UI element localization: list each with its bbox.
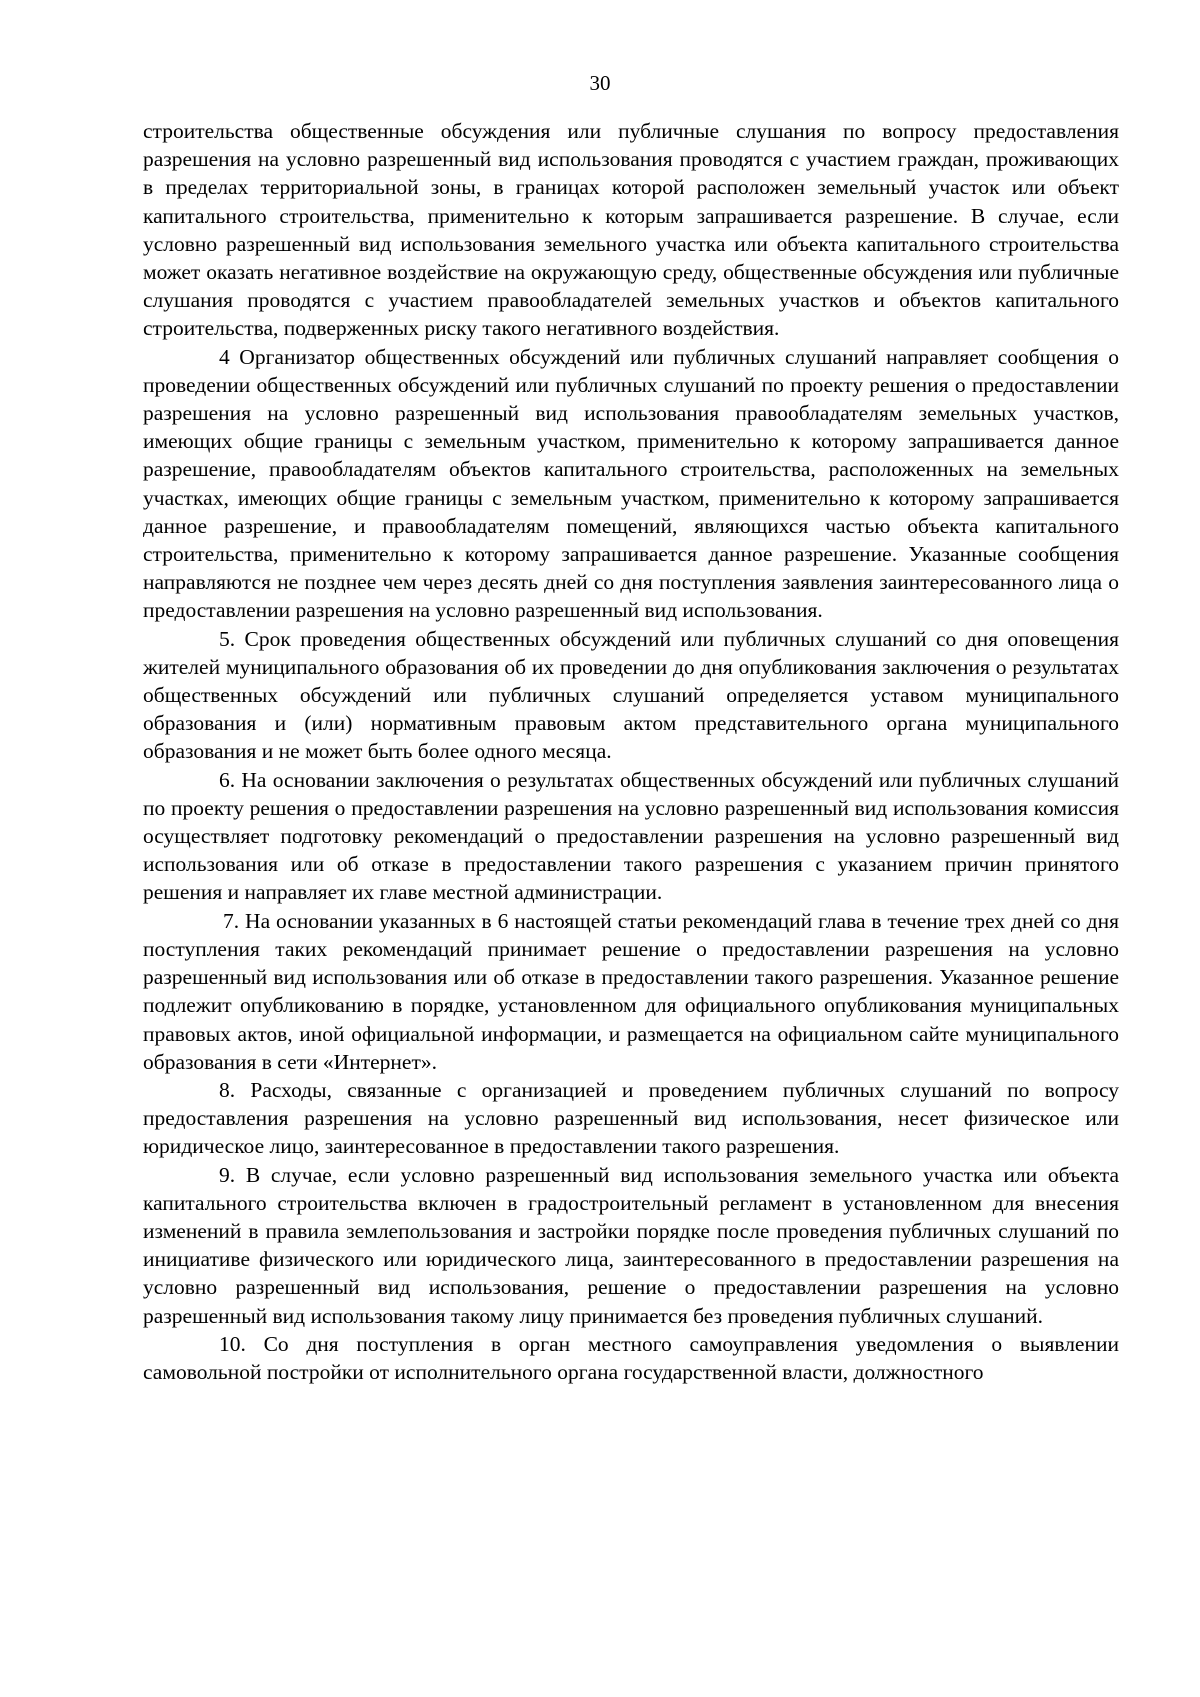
paragraph-7: 7. На основании указанных в 6 настоящей статьи рекомендаций глава в течение трех дней со дня поступления таких рекомендаций принимает решение о предоставлении разрешения на условно разрешенный вид использования или об отказе в предоставлении такого разрешения. Указанное решение подлежит опубликованию в порядке, установленном для официального опубликования муниципальных правовых актов, иной официальной информации, и размещается на официальном сайте муниципального образования в сети «Интернет». xyxy=(143,908,1119,1074)
paragraph-10: 10. Со дня поступления в орган местного самоуправления уведомления о выявлении самовольной постройки от исполнительного органа государственной власти, должностного xyxy=(143,1331,1119,1384)
page-number: 30 xyxy=(589,71,611,95)
paragraph-4: 4 Организатор общественных обсуждений или публичных слушаний направляет сообщения о проведении общественных обсуждений или публичных слушаний по проекту решения о предоставлении разрешения на условно разрешенный вид использования правообладателям земельных участков, имеющих общие границы с земельным участком, применительно к которому запрашивается данное разрешение, правообладателям объектов капитального строительства, расположенных на земельных участках, имеющих общие границы с земельным участком, применительно к которому запрашивается данное разрешение, и правообладателям помещений, являющихся частью объекта капитального строительства, применительно к которому запрашивается данное разрешение. Указанные сообщения направляются не позднее чем через десять дней со дня поступления заявления заинтересованного лица о предоставлении разрешения на условно разрешенный вид использования. xyxy=(143,344,1119,623)
document-body xyxy=(143,117,1119,1386)
paragraph-5: 5. Срок проведения общественных обсуждений или публичных слушаний со дня оповещения жителей муниципального образования об их проведении до дня опубликования заключения о результатах общественных обсуждений или публичных слушаний определяется уставом муниципального образования и (или) нормативным правовым актом представительного органа муниципального образования и не может быть более одного месяца. xyxy=(143,626,1119,764)
paragraph-9: 9. В случае, если условно разрешенный вид использования земельного участка или объекта капитального строительства включен в градостроительный регламент в установленном для внесения изменений в правила землепользования и застройки порядке после проведения публичных слушаний по инициативе физического или юридического лица, заинтересованного в предоставлении разрешения на условно разрешенный вид использования, решение о предоставлении разрешения на условно разрешенный вид использования такому лицу принимается без проведения публичных слушаний. xyxy=(143,1162,1119,1328)
paragraph-8: 8. Расходы, связанные с организацией и проведением публичных слушаний по вопросу предоставления разрешения на условно разрешенный вид использования, несет физическое или юридическое лицо, заинтересованное в предоставлении такого разрешения. xyxy=(143,1077,1119,1159)
paragraph-6: 6. На основании заключения о результатах общественных обсуждений или публичных слушаний по проекту решения о предоставлении разрешения на условно разрешенный вид использования комиссия осуществляет подготовку рекомендаций о предоставлении разрешения на условно разрешенный вид использования или об отказе в предоставлении такого разрешения с указанием причин принятого решения и направляет их главе местной администрации. xyxy=(143,767,1119,905)
paragraph-continuation: строительства общественные обсуждения или публичные слушания по вопросу предоставления разрешения на условно разрешенный вид использования проводятся с участием граждан, проживающих в пределах территориальной зоны, в границах которой расположен земельный участок или объект капитального строительства, применительно к которым запрашивается разрешение. В случае, если условно разрешенный вид использования земельного участка или объекта капитального строительства может оказать негативное воздействие на окружающую среду, общественные обсуждения или публичные слушания проводятся с участием правообладателей земельных участков и объектов капитального строительства, подверженных риску такого негативного воздействия. xyxy=(143,119,1119,341)
